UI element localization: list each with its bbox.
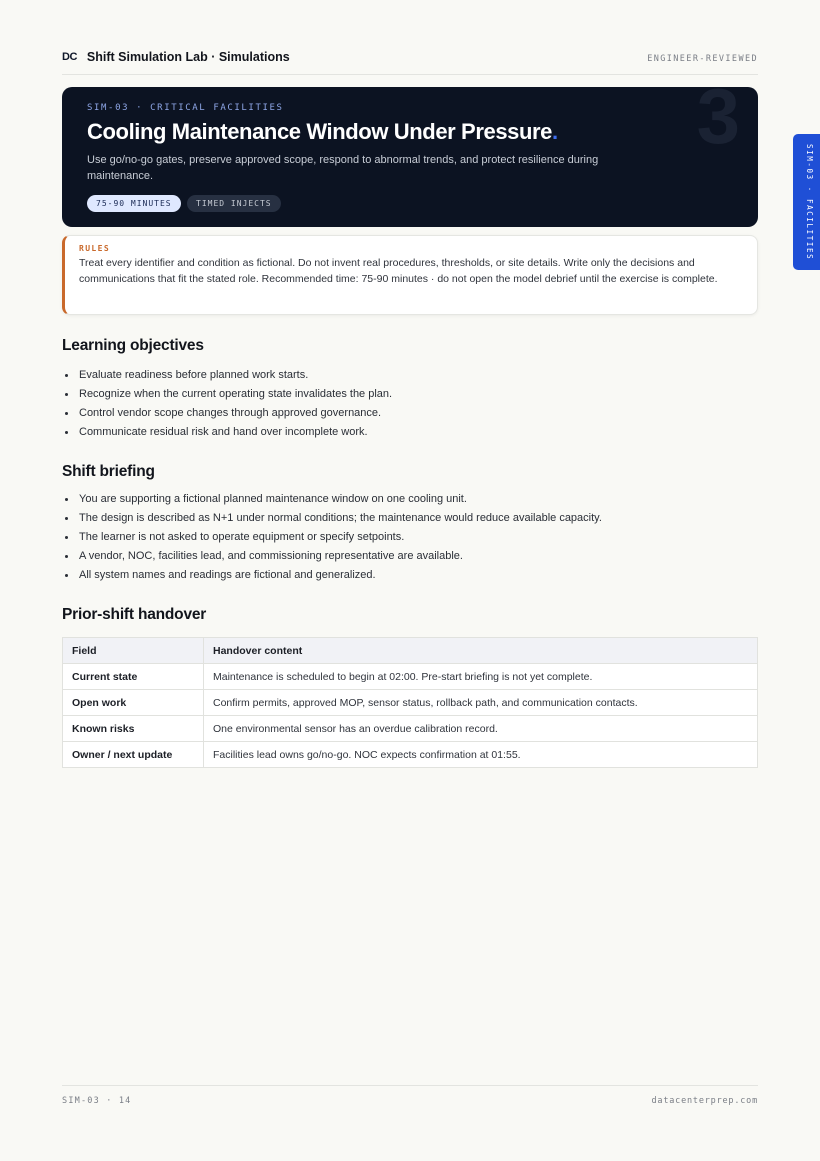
list-item: Recognize when the current operating state invalidates the plan. (62, 385, 752, 404)
page-header (62, 50, 758, 75)
list-item: All system names and readings are fictional and generalized. (62, 566, 752, 585)
table-row (63, 690, 758, 716)
row-field: Known risks (63, 716, 204, 742)
page-title (87, 119, 558, 145)
list-item: The design is described as N+1 under normal conditions; the maintenance would reduce available capacity. (62, 509, 752, 528)
row-field: Owner / next update (63, 742, 204, 768)
logo: DC (62, 51, 77, 63)
table-row (63, 664, 758, 690)
duration-pill: 75-90 MINUTES (87, 195, 181, 212)
row-field: Current state (63, 664, 204, 690)
row-field: Open work (63, 690, 204, 716)
timed-injects-pill: TIMED INJECTS (187, 195, 281, 212)
row-content: Maintenance is scheduled to begin at 02:00. Pre-start briefing is not yet complete. (204, 664, 758, 690)
hero-number: 3 (696, 87, 740, 160)
objectives-heading: Learning objectives (62, 337, 204, 354)
table-row (63, 742, 758, 768)
column-header-field: Field (63, 638, 204, 664)
title-accent-dot: . (552, 119, 558, 144)
handover-table (62, 637, 758, 768)
table-header-row (63, 638, 758, 664)
list-item: You are supporting a fictional planned maintenance window on one cooling unit. (62, 490, 752, 509)
page-footer (62, 1085, 758, 1106)
hero-banner (62, 87, 758, 227)
rules-callout (62, 235, 758, 315)
hero-subtitle: Use go/no-go gates, preserve approved scope, respond to abnormal trends, and protect resilience during maintenance. (87, 154, 599, 182)
page-title-text: Cooling Maintenance Window Under Pressure (87, 119, 553, 144)
row-content: Confirm permits, approved MOP, sensor status, rollback path, and communication contacts. (204, 690, 758, 716)
list-item: Communicate residual risk and hand over incomplete work. (62, 423, 752, 442)
engineer-reviewed-badge: ENGINEER-REVIEWED (647, 54, 758, 64)
list-item: Control vendor scope changes through approved governance. (62, 404, 752, 423)
list-item: A vendor, NOC, facilities lead, and commissioning representative are available. (62, 547, 752, 566)
rules-text: Treat every identifier and condition as fictional. Do not invent real procedures, thresholds, or site details. Write only the decisions and communications that fit the stated role. Recommended time: 75-90 minutes · do not open the model debrief until the exercise is complete. (79, 257, 718, 285)
site-url[interactable]: datacenterprep.com (651, 1096, 758, 1106)
column-header-content: Handover content (204, 638, 758, 664)
brand-name: Shift Simulation Lab · Simulations (86, 50, 290, 64)
table-row (63, 716, 758, 742)
page-number: SIM-03 · 14 (62, 1096, 132, 1106)
briefing-list (62, 490, 752, 585)
hero-eyebrow: SIM-03 · CRITICAL FACILITIES (87, 103, 284, 113)
briefing-heading: Shift briefing (62, 463, 155, 480)
brand (62, 50, 290, 64)
side-tab[interactable] (793, 134, 820, 270)
side-tab-label: SIM-03 · FACILITIES (805, 144, 814, 261)
handover-heading: Prior-shift handover (62, 606, 207, 623)
rules-label: RULES (79, 244, 111, 253)
list-item: Evaluate readiness before planned work starts. (62, 366, 752, 385)
row-content: One environmental sensor has an overdue calibration record. (204, 716, 758, 742)
row-content: Facilities lead owns go/no-go. NOC expects confirmation at 01:55. (204, 742, 758, 768)
objectives-list (62, 366, 752, 442)
list-item: The learner is not asked to operate equipment or specify setpoints. (62, 528, 752, 547)
